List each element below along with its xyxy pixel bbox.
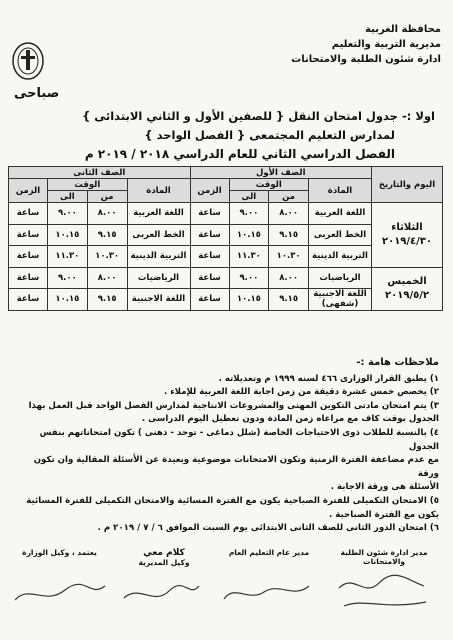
- signature-title: يعتمد ، وكيل الوزارة: [22, 548, 97, 557]
- directorate-header: [211, 22, 441, 67]
- g2-from: ٩.١٥: [87, 224, 127, 246]
- g1-from: ٩.١٥: [269, 224, 309, 246]
- g1-duration: ساعة: [190, 289, 229, 311]
- handwritten-signature: [119, 576, 204, 611]
- g1-from: ٨.٠٠: [269, 267, 309, 289]
- g2-duration: ساعة: [9, 203, 48, 225]
- g1-subject: الخط العربى: [309, 224, 372, 246]
- note-item: ١) يطبق القرار الوزارى ٤٦٦ لسنه ١٩٩٩ م وتعديلاته .: [218, 373, 439, 384]
- g2-to: ١٠.١٥: [48, 289, 88, 311]
- directorate-label: مديرية التربية والتعليم: [331, 39, 441, 50]
- title-line-2: لمدارس التعليم المجتمعى { الفصل الواحد }: [144, 128, 395, 142]
- g2-from: ٨.٠٠: [87, 203, 127, 225]
- handwritten-signature: [219, 574, 314, 609]
- g1-to: ٩.٠٠: [229, 267, 269, 289]
- grade2-header: الصف الثانى: [9, 167, 191, 179]
- note-item: ٥) الامتحان التكميلى للفترة الصباحية يكون مع الفترة المسائية والامتحان التكميلى للفترة المسائية: [26, 495, 439, 506]
- ministry-logo: [10, 40, 46, 82]
- signatures-block: [10, 548, 444, 628]
- g1-subject-header: المادة: [309, 179, 372, 203]
- g1-duration: ساعة: [190, 203, 229, 225]
- day-cell-thursday: [372, 267, 443, 310]
- g1-to: ١١.٣٠: [229, 246, 269, 268]
- handwritten-signature: [10, 572, 109, 612]
- table-row: [9, 267, 443, 289]
- g1-subject: الرياضيات: [309, 267, 372, 289]
- day-name: الخميس: [387, 275, 427, 287]
- governorate-label: محافظة الغربية: [365, 24, 441, 35]
- exam-schedule-table: [8, 166, 443, 311]
- table-header-row: [9, 167, 443, 179]
- g1-subject: اللغة العربية: [309, 203, 372, 225]
- signature-dept-manager: [324, 548, 444, 566]
- signature-deputy-director: [119, 548, 209, 567]
- g1-to-header: الى: [229, 191, 269, 203]
- note-item: ٦) امتحان الدور الثانى للصف الثانى الابتدائى يوم السبت الموافق ٦ / ٧ / ٢٠١٩ م .: [97, 523, 439, 534]
- note-item: يكون مع الفترة الصباحية .: [329, 509, 439, 520]
- g1-time-header: الوقت: [229, 179, 309, 191]
- g2-subject: الخط العربى: [127, 224, 190, 246]
- signature-general-director: [219, 548, 319, 557]
- g1-from: ١٠.٣٠: [269, 246, 309, 268]
- g2-subject: الرياضيات: [127, 267, 190, 289]
- day-date: ٢٠١٩/٤/٣٠: [381, 235, 433, 247]
- g2-from: ٩.١٥: [87, 289, 127, 311]
- g1-subject: التربية الدينية: [309, 246, 372, 268]
- day-cell-tuesday: [372, 203, 443, 268]
- g2-from: ٨.٠٠: [87, 267, 127, 289]
- g1-to: ١٠.١٥: [229, 289, 269, 311]
- g1-duration-header: الزمن: [190, 179, 229, 203]
- handwritten-signature: [334, 568, 434, 613]
- g2-subject: التربية الدينية: [127, 246, 190, 268]
- note-item: الجدول بوقت كاف مع مراعاه زمن المادة ودون تعطيل اليوم الدراسى .: [141, 414, 439, 425]
- signature-title: وكيل المديرية: [138, 558, 190, 567]
- signature-undersecretary: [10, 548, 109, 557]
- grade1-header: الصف الأول: [190, 167, 372, 179]
- g1-from-header: من: [269, 191, 309, 203]
- document-titles: [15, 106, 435, 164]
- g2-duration-header: الزمن: [9, 179, 48, 203]
- signature-title: مدير ادارة شئون الطلبة والامتحانات: [340, 548, 428, 566]
- g1-from: ٨.٠٠: [269, 203, 309, 225]
- note-item: الأسئلة هى ورقة الاجابة .: [330, 482, 439, 493]
- g2-from: ١٠.٣٠: [87, 246, 127, 268]
- g1-duration: ساعة: [190, 246, 229, 268]
- g2-to: ١١.٣٠: [48, 246, 88, 268]
- g1-to: ١٠.١٥: [229, 224, 269, 246]
- note-item: ٣) يتم امتحان مادتى التكوين المهنى والمشروعات الانتاجية لمدارس الفصل الواحد قبل العمل بهذا: [28, 400, 439, 411]
- g1-subject: اللغة الاجنبية (شفهى): [309, 289, 372, 311]
- g2-duration: ساعة: [9, 267, 48, 289]
- g1-duration: ساعة: [190, 267, 229, 289]
- day-name: الثلاثاء: [391, 221, 423, 233]
- table-row: [9, 203, 443, 225]
- g1-duration: ساعة: [190, 224, 229, 246]
- title-line-1: اولا :- جدول امتحان النقل { للصفين الأول و الثاني الابتدائى }: [82, 109, 435, 123]
- note-item: مع عدم مضاعفة الفترة الزمنية وتكون الامتحانات موضوعية وبعيدة عن الأسئلة المقالية وان تكون ورقة: [33, 455, 439, 479]
- department-label: ادارة شئون الطلبة والامتحانات: [291, 54, 441, 65]
- note-item: ٤) بالنسبة للطلاب ذوى الاحتياجات الخاصة (شلل دماغى - توحد - ذهنى ) تكون امتحاناتهم بنفس الجدول: [39, 427, 439, 452]
- g2-duration: ساعة: [9, 289, 48, 311]
- g2-to: ١٠.١٥: [48, 224, 88, 246]
- g2-to-header: الى: [48, 191, 88, 203]
- notes-title: ملاحظات هامة :-: [356, 357, 439, 368]
- g2-subject: اللغة الاجنبية: [127, 289, 190, 311]
- g2-duration: ساعة: [9, 224, 48, 246]
- g1-to: ٩.٠٠: [229, 203, 269, 225]
- g2-subject: اللغة العربية: [127, 203, 190, 225]
- signature-handwritten-note: كلام معي: [143, 548, 185, 558]
- g2-duration: ساعة: [9, 246, 48, 268]
- signature-title: مدير عام التعليم العام: [228, 548, 310, 557]
- g2-to: ٩.٠٠: [48, 267, 88, 289]
- g2-time-header: الوقت: [48, 179, 128, 191]
- important-notes: [13, 356, 439, 536]
- g1-from: ٩.١٥: [269, 289, 309, 311]
- shift-label: صباحى: [14, 86, 60, 101]
- note-item: ٢) يخصص خمس عشرة دقيقة من زمن اجابة اللغة العربية للإملاء .: [164, 387, 439, 398]
- g2-from-header: من: [87, 191, 127, 203]
- g2-to: ٩.٠٠: [48, 203, 88, 225]
- title-line-3: الفصل الدراسي الثاني للعام الدراسي ٢٠١٨ / ٢٠١٩ م: [84, 147, 395, 161]
- day-date: ٢٠١٩/٥/٢: [385, 289, 429, 301]
- day-date-header: اليوم والتاريخ: [372, 167, 443, 203]
- g2-subject-header: المادة: [127, 179, 190, 203]
